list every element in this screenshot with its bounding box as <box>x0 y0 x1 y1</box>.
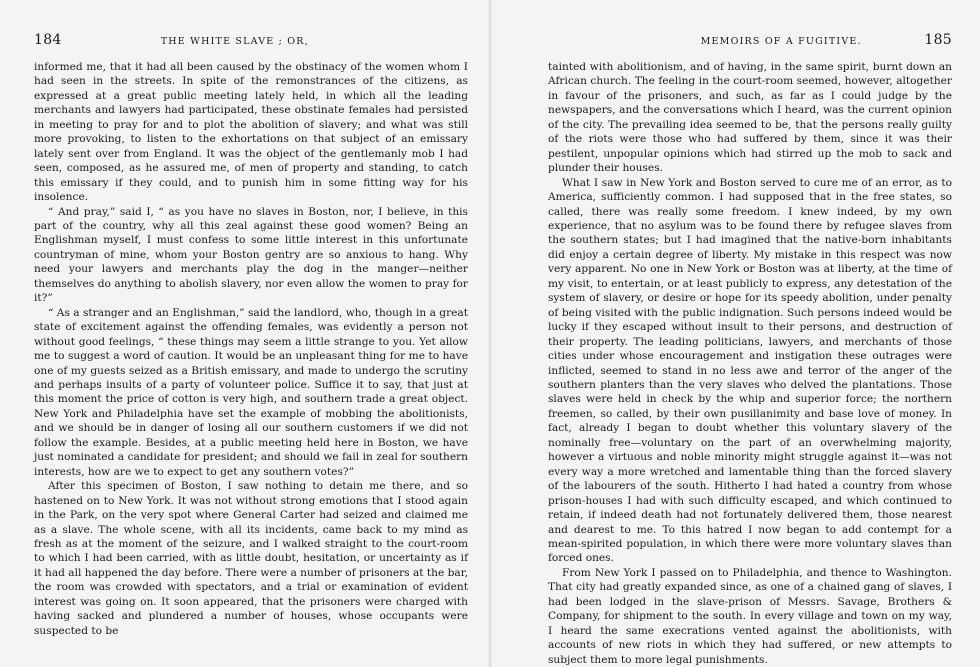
paragraph: “ As a stranger and an Englishman,” said the landlord, who, though in a great state of excitement against the offending females, was evidently a person not without good feelings, “ these things may seem a little strange to you. Yet allow me to suggest a word of caution. It would be an unpleasant thing for me to have one of my guests seized as a British emissary, and made to undergo the scrutiny and perhaps insults of a party of volunteer police. Suffice it to say, that just at this moment the price of cotton is very high, and southern trade a great object. New York and Philadelphia have set the example of mobbing the abolitionists, and we should be in danger of losing all our southern customers if we did not follow the example. Besides, at a public meeting held here in Boston, we have just nominated a candidate for president; and should we fail in zeal for southern interests, how are we to expect to get any southern votes?” <box>34 306 468 478</box>
right-running-head: MEMOIRS OF A FUGITIVE. <box>700 36 862 47</box>
right-page-body <box>548 60 952 667</box>
paragraph: tainted with abolitionism, and of having, in the same spirit, burnt down an African church. The feeling in the court-room seemed, however, altogether in favour of the prisoners, and such, as far as I could judge by the newspapers, and the conversations which I heard, was the current opinion of the city. The prevailing idea seemed to be, that the persons really guilty of the riots were those who had suffered by them, since it was their pestilent, unpopular opinions which had stirred up the mob to sack and plunder their houses. <box>548 61 952 175</box>
left-running-head: THE WHITE SLAVE ; OR, <box>160 36 309 47</box>
paragraph: informed me, that it had all been caused by the obstinacy of the women whom I had seen in the streets. In spite of the remonstrances of the citizens, as expressed at a great public meeting lately held, in which all the leading merchants and lawyers had participated, these obstinate females had persisted in meeting to pray for and to plot the abolition of slavery; and what was still more provoking, to listen to the exhortations on that subject of an emissary lately sent over from England. It was the object of the gentlemanly mob I had seen, composed, as he assured me, of men of property and standing, to catch this emissary if they could, and to punish him in some fitting way for his insolence. <box>34 61 468 204</box>
left-page-header <box>34 32 468 54</box>
paragraph: From New York I passed on to Philadelphia, and thence to Washington. That city had greatly expanded since, as one of a chained gang of slaves, I had been lodged in the slave-prison of Messrs. Savage, Brothers & Company, for shipment to the south. In every village and town on my way, I heard the same execrations vented against the abolitionists, with accounts of new riots in which they had suffered, or new attempts to subject them to more legal punishments. <box>548 566 952 666</box>
paragraph: “ And pray,” said I, “ as you have no slaves in Boston, nor, I believe, in this part of the country, why all this zeal against these good women? Being an Englishman myself, I must confess to some little interest in this unfortunate countryman of mine, whom your Boston gentry are so anxious to hang. Why need your lawyers and merchants play the dog in the manger—neither themselves do anything to abolish slavery, nor even allow the women to pray for it?” <box>34 205 468 305</box>
right-page-header <box>548 32 952 54</box>
right-page-number: 185 <box>924 32 952 48</box>
left-page-number: 184 <box>34 32 62 48</box>
right-page <box>490 0 980 667</box>
left-page-body <box>34 60 468 638</box>
paragraph: After this specimen of Boston, I saw nothing to detain me there, and so hastened on to New York. It was not without strong emotions that I stood again in the Park, on the very spot where General Carter had seized and claimed me as a slave. The whole scene, with all its incidents, came back to my mind as fresh as at the moment of the seizure, and I walked straight to the court-room to which I had been carried, with as little doubt, hesitation, or uncertainty as if it had all happened the day before. There were a number of prisoners at the bar, the room was crowded with spectators, and a trial or examination of evident interest was going on. It soon appeared, that the prisoners were charged with having sacked and plundered a number of houses, whose occupants were suspected to be <box>34 480 469 637</box>
paragraph: What I saw in New York and Boston served to cure me of an error, as to America, sufficiently common. I had supposed that in the free states, so called, there was really some freedom. I knew indeed, by my own experience, that no asylum was to be found there by refugee slaves from the southern states; but I had imagined that the native-born inhabitants did enjoy a certain degree of liberty. My mistake in this respect was now very apparent. No one in New York or Boston was at liberty, at the time of my visit, to entertain, or at least publicly to express, any detestation of the system of slavery, or desire or hope for its speedy abolition, under penalty of being visited with the public indignation. Such persons indeed would be lucky if they escaped without insult to their persons, and destruction of their property. The leading politicians, lawyers, and merchants of those cities under whose encouragement and instigation these outrages were inflicted, seemed to stand in no less awe and terror of the anger of the southern planters than the very slaves who delved the plantations. Those slaves were held in check by the whip and superior force; the northern freemen, so called, by their own pusillanimity and base love of money. In fact, already I began to doubt whether this voluntary slavery of the nominally free—voluntary on the part of an overwhelming majority, however a virtuous and noble minority might struggle against it—was not every way a more wretched and lamentable thing than the forced slavery of the labourers of the south. Hitherto I had hated a country from whose prison-houses I had with such difficulty escaped, and which continued to retain, if indeed death had not fortunately delivered them, those nearest and dearest to me. To this hatred I now began to add contempt for a mean-spirited population, in which there were more voluntary slaves than forced ones. <box>548 176 952 565</box>
